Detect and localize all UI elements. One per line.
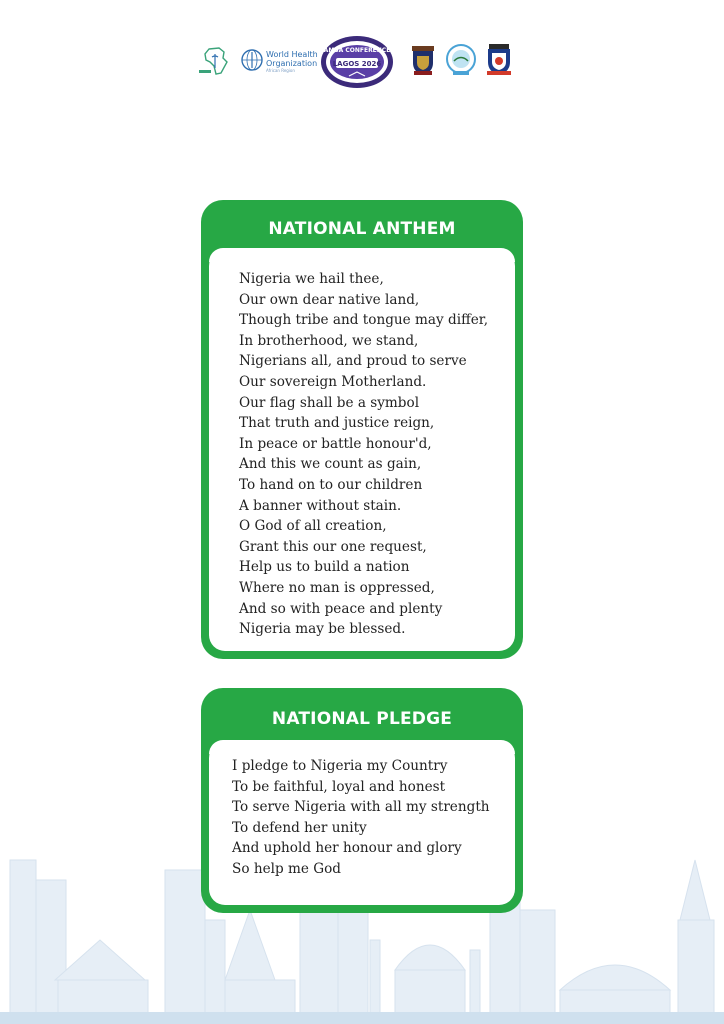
conference-top-text: AMSA CONFERENCE — [323, 47, 391, 54]
anthem-line: And this we count as gain, — [239, 456, 422, 473]
anthem-line: Where no man is oppressed, — [239, 579, 435, 596]
anthem-title: NATIONAL ANTHEM — [268, 219, 456, 239]
anthem-line: That truth and justice reign, — [239, 415, 435, 432]
anthem-line: O God of all creation, — [239, 518, 387, 535]
anthem-line: To hand on to our children — [239, 476, 423, 493]
conference-middle-text: LAGOS 2026 — [332, 60, 382, 68]
anthem-line: Our sovereign Motherland. — [239, 373, 427, 390]
anthem-body — [209, 248, 515, 651]
pledge-title: NATIONAL PLEDGE — [271, 709, 453, 729]
anthem-lines — [239, 269, 488, 640]
anthem-line: Our own dear native land, — [239, 291, 420, 308]
pledge-line: To defend her unity — [232, 819, 367, 836]
anthem-line: Nigeria we hail thee, — [239, 271, 384, 287]
header-logos — [0, 34, 724, 90]
who-line1: World Health — [266, 50, 318, 59]
anthem-line: In peace or battle honour'd, — [239, 435, 432, 452]
anthem-line: Nigeria may be blessed. — [239, 621, 406, 638]
who-text — [266, 50, 318, 74]
anthem-line: Our flag shall be a symbol — [239, 394, 420, 411]
pledge-line: To be faithful, loyal and honest — [232, 778, 446, 795]
pledge-lines — [232, 756, 490, 880]
who-line3: African Region — [266, 68, 295, 73]
national-anthem-card — [201, 200, 523, 659]
amsa-logo — [197, 46, 237, 76]
conference-seal-logo — [319, 34, 395, 90]
national-pledge-card — [201, 688, 523, 913]
university-crest-logo-2 — [485, 44, 513, 76]
who-line2: Organization — [266, 59, 318, 68]
anthem-line: In brotherhood, we stand, — [239, 332, 419, 349]
anthem-line: Grant this our one request, — [239, 538, 427, 555]
state-seal-logo — [446, 44, 476, 76]
anthem-line: A banner without stain. — [239, 497, 402, 514]
pledge-line: And uphold her honour and glory — [232, 840, 462, 857]
anthem-line: Help us to build a nation — [239, 559, 410, 576]
pledge-line: To serve Nigeria with all my strength — [232, 799, 490, 816]
who-emblem-icon — [240, 48, 264, 72]
who-logo — [240, 48, 318, 76]
pledge-line: I pledge to Nigeria my Country — [232, 758, 448, 774]
anthem-line: Though tribe and tongue may differ, — [239, 312, 489, 329]
anthem-line: And so with peace and plenty — [239, 600, 443, 617]
pledge-body — [209, 740, 515, 905]
university-crest-logo — [410, 46, 436, 76]
pledge-line: So help me God — [232, 860, 341, 877]
anthem-line: Nigerians all, and proud to serve — [239, 353, 467, 370]
